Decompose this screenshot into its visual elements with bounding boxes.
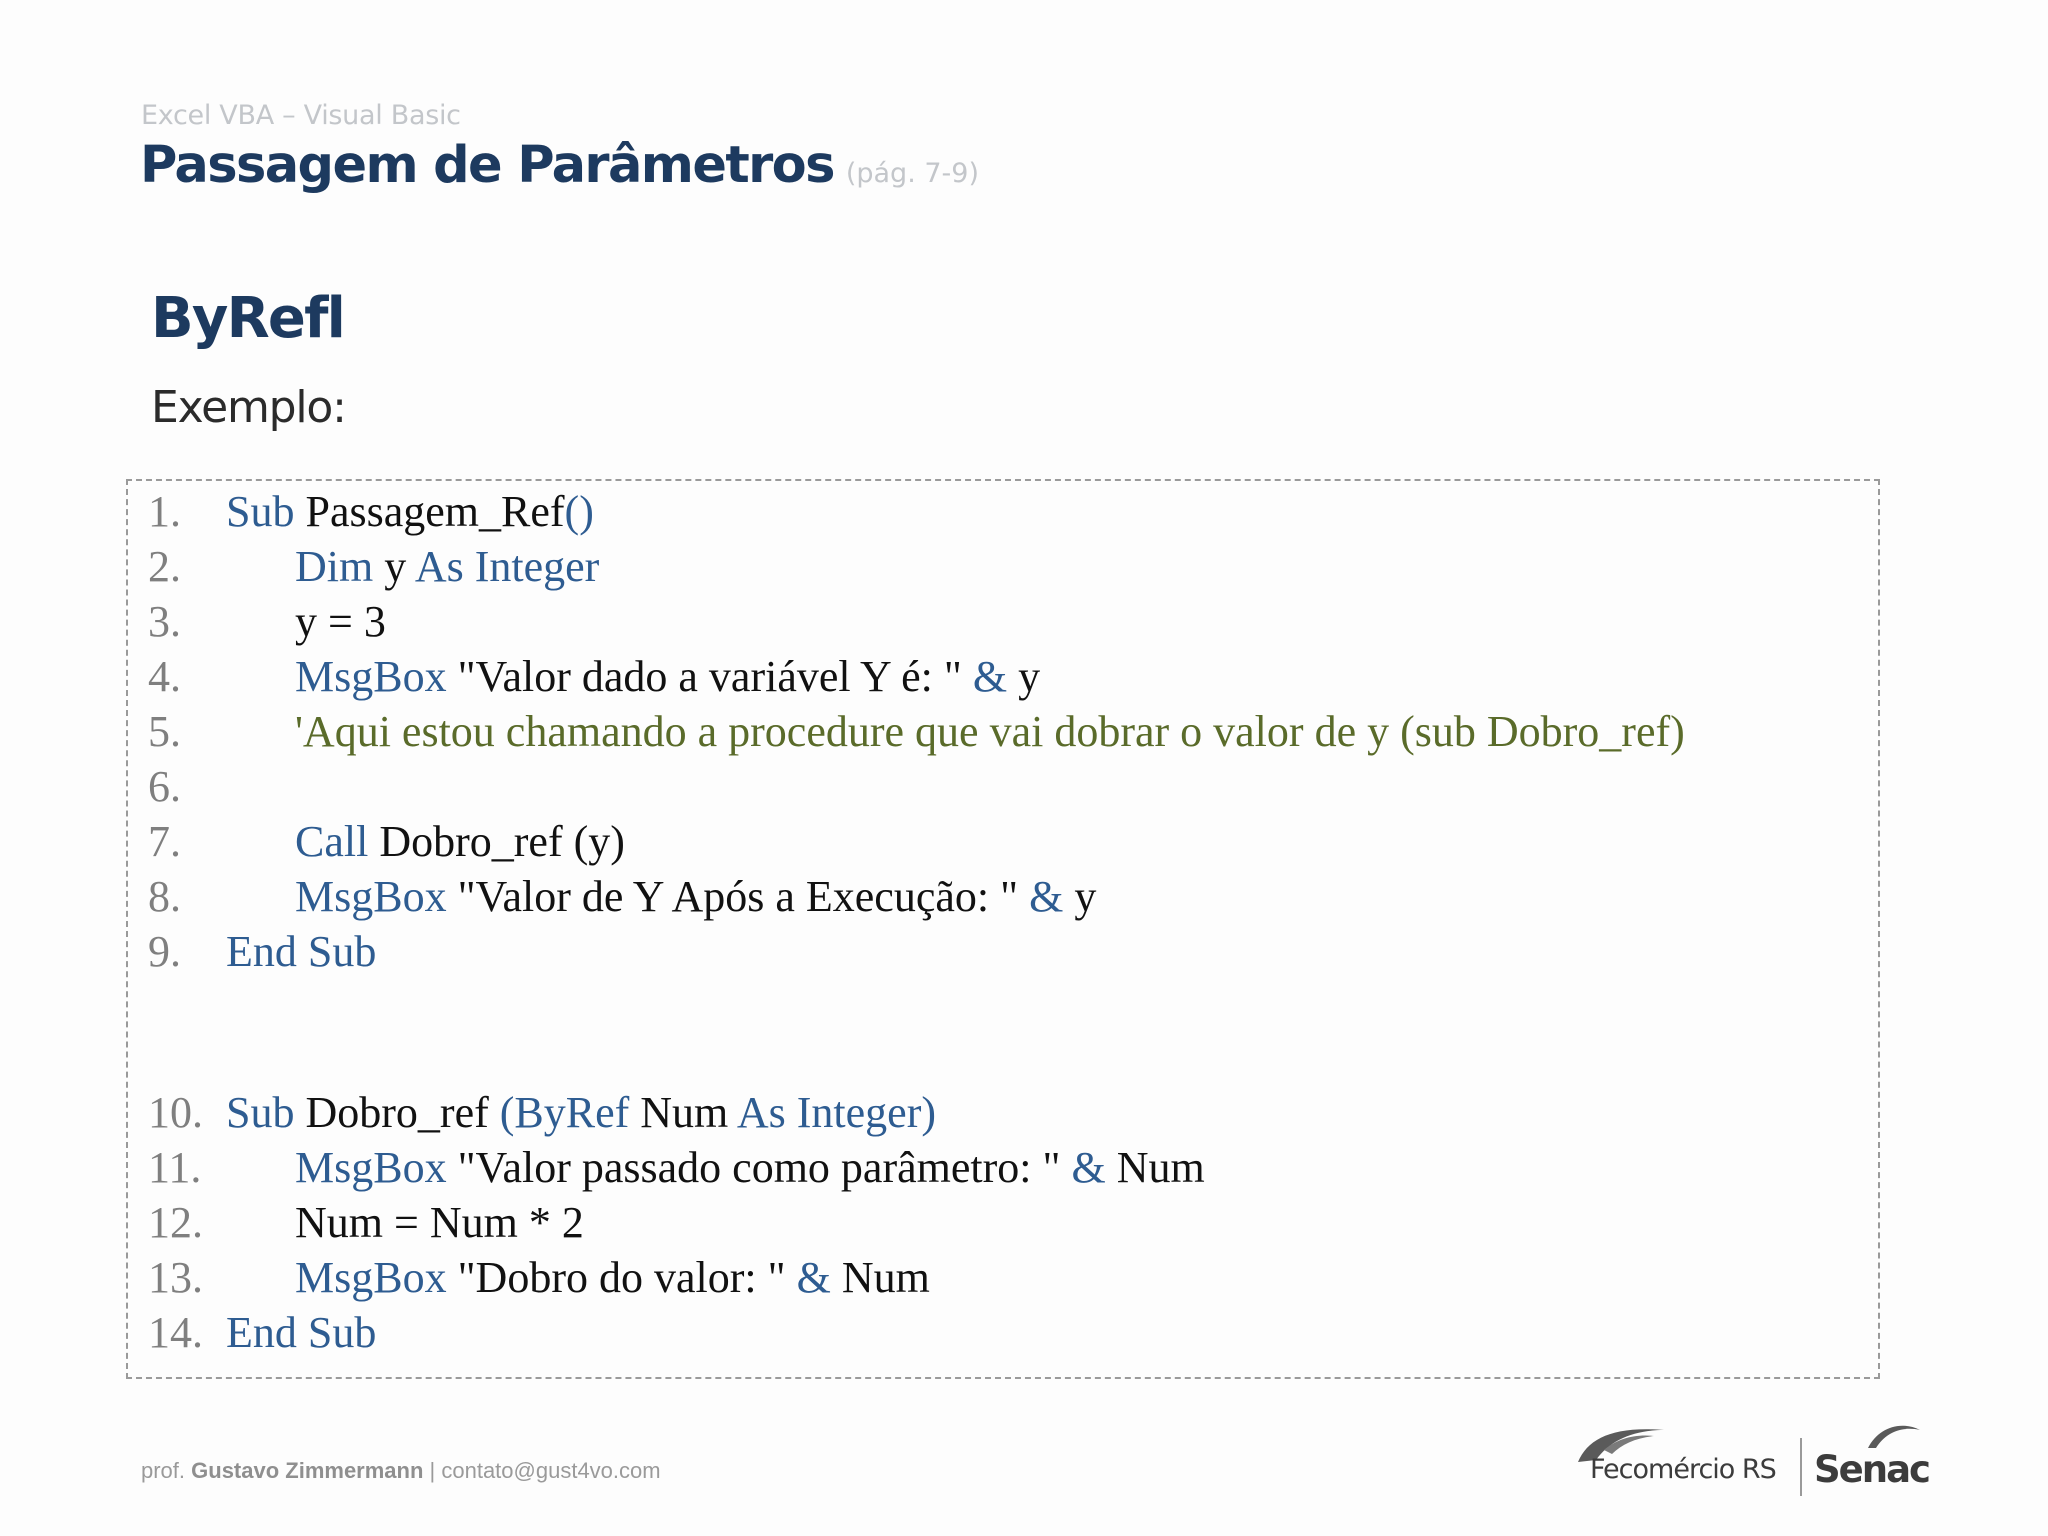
code-keyword: MsgBox (295, 652, 458, 701)
page-reference: (pág. 7-9) (845, 158, 979, 189)
section-heading: ByRefl (151, 286, 345, 351)
code-keyword: As Integer) (736, 1088, 936, 1137)
code-text (295, 817, 625, 867)
code-token: y = 3 (295, 597, 386, 646)
footer-author: Gustavo Zimmermann (191, 1458, 424, 1483)
code-keyword: () (564, 487, 594, 536)
senac-logo: Senac (1814, 1448, 1929, 1491)
code-keyword: (ByRef (499, 1088, 641, 1137)
code-token: "Valor de Y Após a Execução: " (457, 872, 1030, 921)
code-token: "Valor passado como parâmetro: " (457, 1143, 1072, 1192)
line-number: 2. (148, 542, 181, 591)
course-title: Excel VBA – Visual Basic (141, 100, 461, 131)
line-number: 12. (148, 1198, 203, 1247)
code-keyword: Sub (226, 1088, 306, 1137)
code-token: Num (841, 1253, 930, 1302)
code-text (226, 1088, 936, 1138)
logo-divider (1800, 1438, 1802, 1496)
page-title: Passagem de Parâmetros (140, 136, 834, 195)
code-token: Num (640, 1088, 737, 1137)
code-keyword: Dim (295, 542, 385, 591)
senac-swoosh-icon (1864, 1418, 1924, 1452)
footer (141, 1458, 661, 1484)
code-token: Passagem_Ref (305, 487, 565, 536)
code-keyword: Sub (226, 487, 306, 536)
code-text (295, 1198, 584, 1248)
code-text (295, 597, 386, 647)
line-number: 6. (148, 762, 181, 811)
code-token: y (1074, 872, 1097, 921)
line-number: 7. (148, 817, 181, 866)
code-token: Dobro_ref (305, 1088, 500, 1137)
code-token: Num = Num * 2 (295, 1198, 584, 1247)
line-number: 8. (148, 872, 181, 921)
line-number: 10. (148, 1088, 203, 1137)
line-number: 5. (148, 707, 181, 756)
code-token: "Valor dado a variável Y é: " (457, 652, 973, 701)
code-keyword: As Integer (414, 542, 600, 591)
code-token: Num (1116, 1143, 1205, 1192)
line-number: 4. (148, 652, 181, 701)
code-keyword: & (972, 652, 1019, 701)
footer-contact: | contato@gust4vo.com (423, 1458, 661, 1483)
code-keyword: MsgBox (295, 872, 458, 921)
fecomercio-logo: Fecomércio RS (1590, 1454, 1776, 1485)
code-text (295, 707, 1685, 757)
code-token: Dobro_ref (y) (379, 817, 625, 866)
example-label: Exemplo: (151, 382, 346, 433)
code-keyword: & (796, 1253, 842, 1302)
line-number: 3. (148, 597, 181, 646)
code-text (295, 872, 1096, 922)
code-keyword: & (1071, 1143, 1117, 1192)
code-token: y (1018, 652, 1041, 701)
code-text (226, 927, 376, 977)
code-token: "Dobro do valor: " (457, 1253, 797, 1302)
line-number: 14. (148, 1308, 203, 1357)
footer-prefix: prof. (141, 1458, 192, 1483)
line-number: 11. (148, 1143, 202, 1192)
line-number: 13. (148, 1253, 203, 1302)
line-number: 9. (148, 927, 181, 976)
code-text (226, 1308, 376, 1358)
code-text (295, 542, 599, 592)
code-keyword: End Sub (226, 927, 377, 976)
code-text (295, 1253, 930, 1303)
code-text (226, 487, 594, 537)
title-row (140, 136, 979, 195)
code-text (295, 652, 1040, 702)
line-number: 1. (148, 487, 181, 536)
code-keyword: MsgBox (295, 1253, 458, 1302)
code-comment: 'Aqui estou chamando a procedure que vai dobrar o valor de y (sub Dobro_ref) (295, 707, 1685, 756)
code-keyword: MsgBox (295, 1143, 458, 1192)
code-token: y (384, 542, 415, 591)
code-keyword: Call (295, 817, 380, 866)
code-keyword: & (1029, 872, 1075, 921)
code-text (295, 1143, 1205, 1193)
logos (1568, 1418, 1928, 1498)
code-keyword: End Sub (226, 1308, 377, 1357)
code-block (126, 479, 1880, 1379)
